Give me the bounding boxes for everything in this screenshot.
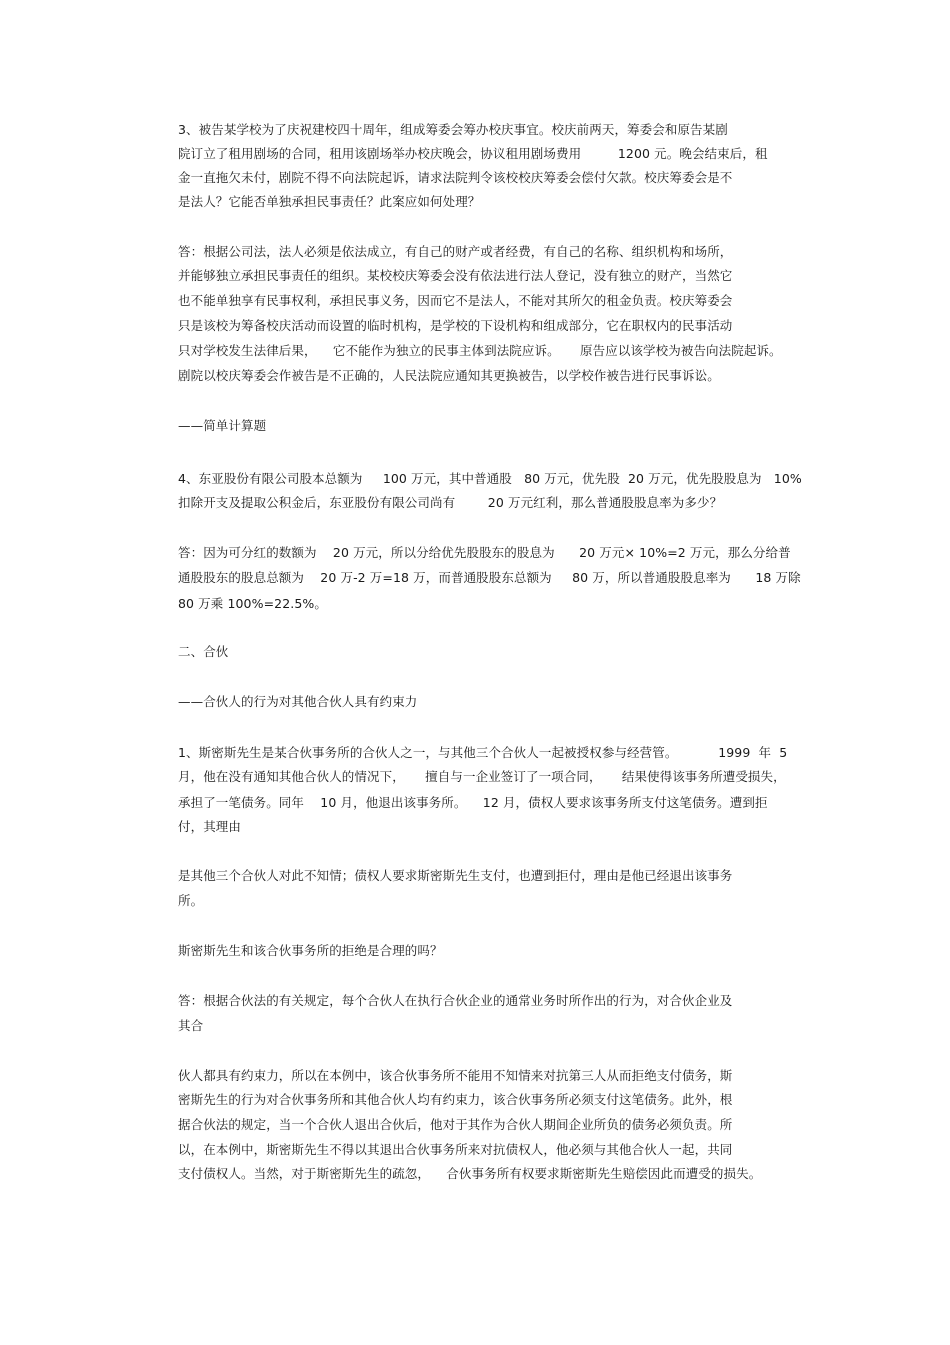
p1-answer-line-7: 支付债权人。当然，对于斯密斯先生的疏忽， 合伙事务所有权要求斯密斯先生赔偿因此而遭受的损失。: [178, 1166, 762, 1181]
p1-answer-line-2: 其合: [178, 1018, 204, 1033]
q4-answer-line-1: 答：因为可分红的数额为 20 万元，所以分给优先股股东的股息为 20 万元× 10%=2 万元，那么分给普: [178, 545, 791, 560]
section-heading-partnership: 二、合伙: [178, 644, 229, 659]
p1-line-3: 承担了一笔债务。同年 10 月，他退出该事务所。 12 月，债权人要求该事务所支付这笔债务。遭到拒: [178, 795, 768, 810]
q3-line-3: 金一直拖欠未付，剧院不得不向法院起诉，请求法院判令该校校庆筹委会偿付欠款。校庆筹委会是不: [178, 170, 733, 185]
p1-line-2: 月，他在没有通知其他合伙人的情况下， 擅自与一企业签订了一项合同， 结果使得该事务所遭受损失，: [178, 769, 786, 784]
p1-answer-line-6: 以，在本例中，斯密斯先生不得以其退出合伙事务所来对抗债权人，他必须与其他合伙人一起，共同: [178, 1142, 733, 1157]
q4-line-2: 扣除开支及提取公积金后，东亚股份有限公司尚有 20 万元红利，那么普通股股息率为多少？: [178, 495, 723, 510]
q3-answer-line-6: 剧院以校庆筹委会作被告是不正确的，人民法院应通知其更换被告，以学校作被告进行民事诉讼。: [178, 368, 720, 383]
p1-line-4: 付，其理由: [178, 819, 242, 834]
p1-line-1: 1、斯密斯先生是某合伙事务所的合伙人之一，与其他三个合伙人一起被授权参与经营管。 1999 年 5: [178, 745, 788, 760]
q3-answer-line-3: 也不能单独享有民事权利，承担民事义务，因而它不是法人，不能对其所欠的租金负责。校庆筹委会: [178, 293, 733, 308]
q3-line-2: 院订立了租用剧场的合同，租用该剧场举办校庆晚会，协议租用剧场费用 1200 元。晚会结束后，租: [178, 146, 768, 161]
section-heading-calculation: ——简单计算题: [178, 418, 267, 433]
q4-answer-line-2: 通股股东的股息总额为 20 万-2 万=18 万，而普通股股东总额为 80 万，所以普通股股息率为 18 万除: [178, 570, 801, 585]
q3-line-4: 是法人？它能否单独承担民事责任？此案应如何处理？: [178, 194, 481, 209]
q3-line-1: 3、被告某学校为了庆祝建校四十周年，组成筹委会筹办校庆事宜。校庆前两天，筹委会和原告某剧: [178, 122, 728, 137]
p1-line-6: 所。: [178, 893, 204, 908]
p1-answer-line-3: 伙人都具有约束力，所以在本例中，该合伙事务所不能用不知情来对抗第三人从而拒绝支付债务，斯: [178, 1068, 733, 1083]
q4-answer-line-3: 80 万乘 100%=22.5%。: [178, 596, 327, 611]
q3-answer-line-2: 并能够独立承担民事责任的组织。某校校庆筹委会没有依法进行法人登记，没有独立的财产，当然它: [178, 268, 733, 283]
p1-line-5: 是其他三个合伙人对此不知情；债权人要求斯密斯先生支付，也遭到拒付，理由是他已经退出该事务: [178, 868, 733, 883]
q3-answer-line-1: 答：根据公司法，法人必须是依法成立，有自己的财产或者经费，有自己的名称、组织机构和场所，: [178, 244, 733, 259]
q3-answer-line-4: 只是该校为筹备校庆活动而设置的临时机构，是学校的下设机构和组成部分，它在职权内的民事活动: [178, 318, 733, 333]
p1-answer-line-4: 密斯先生的行为对合伙事务所和其他合伙人均有约束力，该合伙事务所必须支付这笔债务。此外，根: [178, 1092, 733, 1107]
p1-answer-line-1: 答：根据合伙法的有关规定，每个合伙人在执行合伙企业的通常业务时所作出的行为，对合伙企业及: [178, 993, 733, 1008]
q3-answer-line-5: 只对学校发生法律后果， 它不能作为独立的民事主体到法院应诉。 原告应以该学校为被告向法院起诉。: [178, 343, 782, 358]
p1-question: 斯密斯先生和该合伙事务所的拒绝是合理的吗？: [178, 943, 443, 958]
q4-line-1: 4、东亚股份有限公司股本总额为 100 万元，其中普通股 80 万元，优先股 20 万元，优先股股息为 10%: [178, 471, 802, 486]
subsection-heading-binding: ——合伙人的行为对其他合伙人具有约束力: [178, 694, 418, 709]
p1-answer-line-5: 据合伙法的规定，当一个合伙人退出合伙后，他对于其作为合伙人期间企业所负的债务必须负责。所: [178, 1117, 733, 1132]
